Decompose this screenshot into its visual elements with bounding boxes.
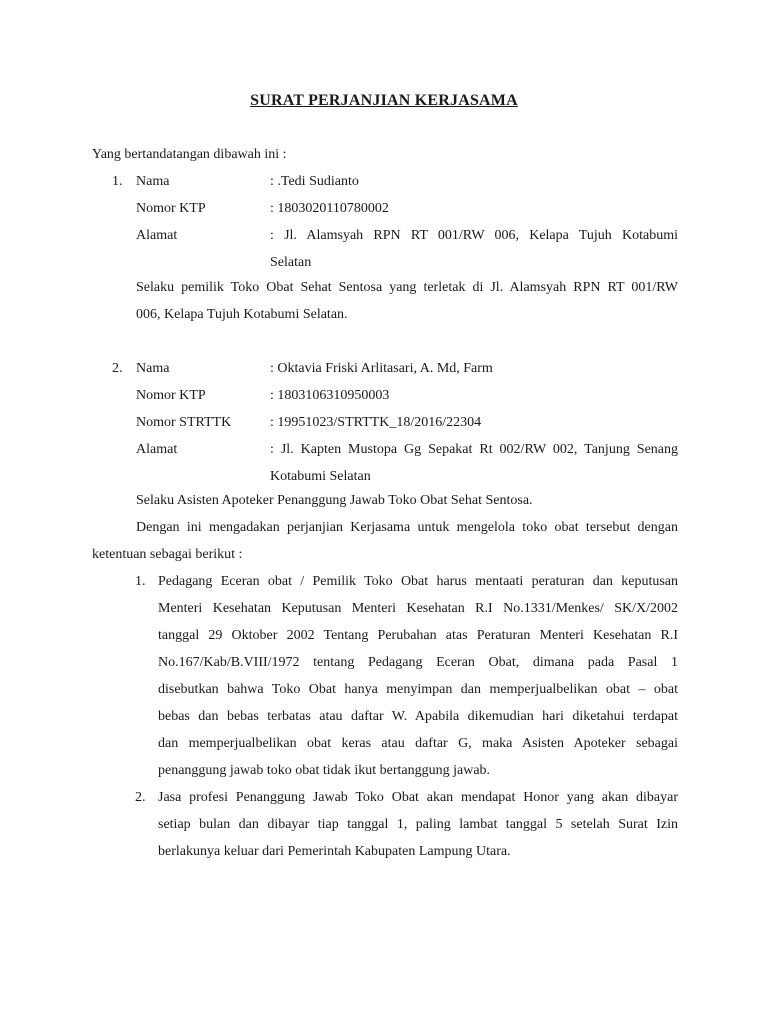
party1-address-value <box>270 222 678 276</box>
party1-role <box>136 274 678 328</box>
party1-address-line1: : Jl. Alamsyah RPN RT 001/RW 006, Kelapa Tujuh Kotabumi <box>270 228 678 243</box>
party1-role-line1: Selaku pemilik Toko Obat Sehat Sentosa yang terletak di Jl. Alamsyah RPN RT 001/RW <box>136 280 678 295</box>
party1-name-label: Nama <box>136 174 170 189</box>
term1-line: penanggung jawab toko obat tidak ikut bertanggung jawab. <box>158 763 491 778</box>
party2-address-label: Alamat <box>136 442 178 457</box>
party1-address-line2: Selatan <box>270 255 312 270</box>
party1-number: 1. <box>112 174 123 189</box>
term2-number: 2. <box>135 790 146 805</box>
party1-name-value: : .Tedi Sudianto <box>270 174 359 189</box>
term1-line: disebutkan bahwa Toko Obat hanya menyimpan dan memperjualbelikan obat – obat <box>158 682 678 697</box>
term1-line: bebas dan bebas terbatas atau daftar W. Apabila dikemudian hari diketahui terdapat <box>158 709 678 724</box>
agreement-paragraph <box>92 514 678 568</box>
party1-ktp-label: Nomor KTP <box>136 201 206 216</box>
term1-line: No.167/Kab/B.VIII/1972 tentang Pedagang Eceran Obat, dimana pada Pasal 1 <box>158 655 678 670</box>
term2-text <box>158 784 678 865</box>
term2-line: setiap bulan dan dibayar tiap tanggal 1, paling lambat tanggal 5 setelah Surat Izin <box>158 817 678 832</box>
term1-number: 1. <box>135 574 146 589</box>
document-title: SURAT PERJANJIAN KERJASAMA <box>250 92 518 109</box>
party2-name-value: : Oktavia Friski Arlitasari, A. Md, Farm <box>270 361 493 376</box>
party2-role: Selaku Asisten Apoteker Penanggung Jawab Toko Obat Sehat Sentosa. <box>136 493 533 508</box>
party2-number: 2. <box>112 361 123 376</box>
party2-name-label: Nama <box>136 361 170 376</box>
party2-address-line1: : Jl. Kapten Mustopa Gg Sepakat Rt 002/RW 002, Tanjung Senang <box>270 442 678 457</box>
party1-address-label: Alamat <box>136 228 178 243</box>
party2-strttk-value: : 19951023/STRTTK_18/2016/22304 <box>270 415 482 430</box>
agreement-line2: ketentuan sebagai berikut : <box>92 547 243 562</box>
party2-ktp-value: : 1803106310950003 <box>270 388 390 403</box>
intro-text: Yang bertandatangan dibawah ini : <box>92 147 287 162</box>
term2-line: Jasa profesi Penanggung Jawab Toko Obat akan mendapat Honor yang akan dibayar <box>158 790 678 805</box>
term1-line: Pedagang Eceran obat / Pemilik Toko Obat harus mentaati peraturan dan keputusan <box>158 574 678 589</box>
term1-line: Menteri Kesehatan Keputusan Menteri Kesehatan R.I No.1331/Menkes/ SK/X/2002 <box>158 601 678 616</box>
party1-role-line2: 006, Kelapa Tujuh Kotabumi Selatan. <box>136 307 348 322</box>
term2-line: berlakunya keluar dari Pemerintah Kabupaten Lampung Utara. <box>158 844 511 859</box>
party2-strttk-label: Nomor STRTTK <box>136 415 232 430</box>
party2-address-line2: Kotabumi Selatan <box>270 469 371 484</box>
party1-ktp-value: : 1803020110780002 <box>270 201 389 216</box>
agreement-line1: Dengan ini mengadakan perjanjian Kerjasama untuk mengelola toko obat tersebut dengan <box>136 520 678 535</box>
term1-text <box>158 568 678 784</box>
party2-address-value <box>270 436 678 490</box>
party2-ktp-label: Nomor KTP <box>136 388 206 403</box>
term1-line: dan memperjualbelikan obat keras atau daftar G, maka Asisten Apoteker sebagai <box>158 736 678 751</box>
term1-line: tanggal 29 Oktober 2002 Tentang Perubahan atas Peraturan Menteri Kesehatan R.I <box>158 628 678 643</box>
